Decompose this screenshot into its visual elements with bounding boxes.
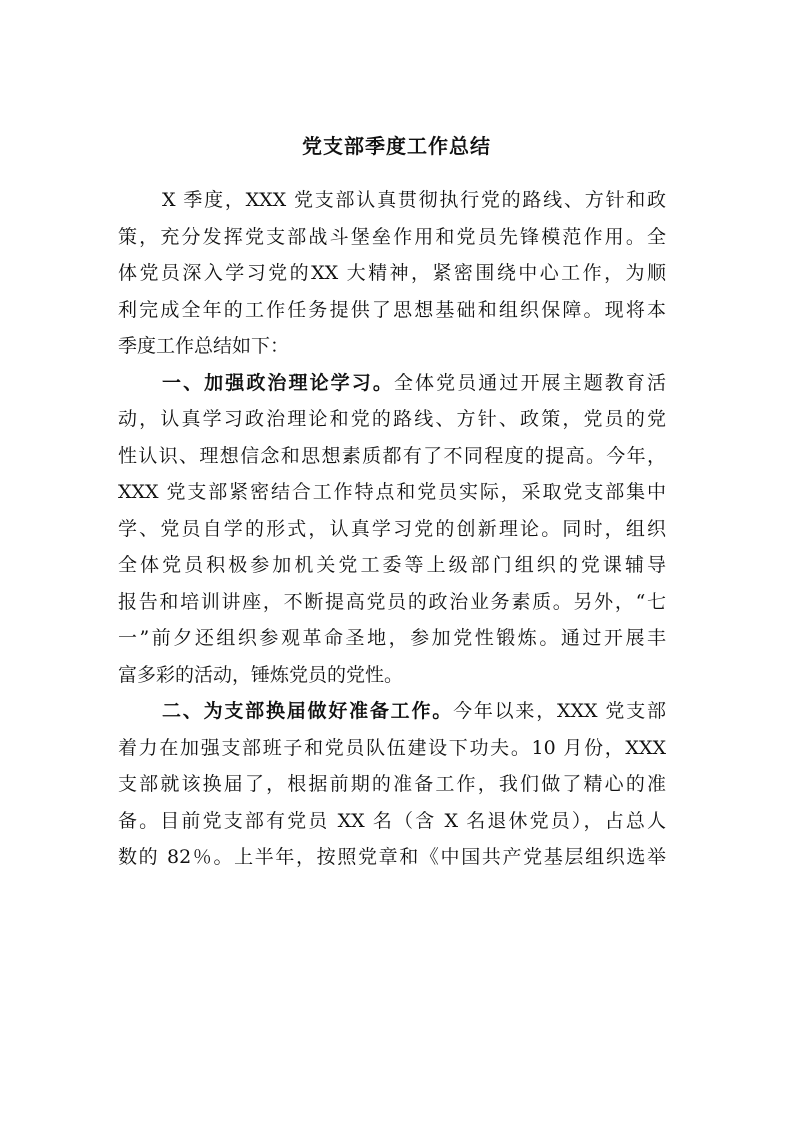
section-first-line xyxy=(118,693,666,730)
paragraph-line: XXX 党支部紧密结合工作特点和党员实际，采取党支部集中 xyxy=(118,481,666,503)
paragraph-line: 数的 82％。上半年，按照党章和《中国共产党基层组织选举 xyxy=(118,846,666,868)
paragraph-line: 支部就该换届了，根据前期的准备工作，我们做了精心的准 xyxy=(118,773,666,795)
paragraph-line: 策，充分发挥党支部战斗堡垒作用和党员先锋模范作用。全 xyxy=(118,225,666,248)
paragraph-line: 全体党员积极参加机关党工委等上级部门组织的党课辅导 xyxy=(118,554,666,576)
document-title: 党支部季度工作总结 xyxy=(302,134,491,158)
paragraph-line: 动，认真学习政治理论和党的路线、方针、政策，党员的党 xyxy=(118,408,666,430)
section-first-text: 全体党员通过开展主题教育活 xyxy=(393,371,666,394)
paragraph-line: X 季度，XXX 党支部认真贯彻执行党的路线、方针和政 xyxy=(162,189,666,211)
paragraph-line: 学、党员自学的形式，认真学习党的创新理论。同时，组织 xyxy=(118,517,666,540)
section-heading: 一、加强政治理论学习。 xyxy=(162,371,394,394)
section-first-line xyxy=(118,365,666,402)
paragraph-line: 季度工作总结如下： xyxy=(118,335,290,357)
section-first-text: 今年以来，XXX 党支部 xyxy=(453,700,666,722)
document-body xyxy=(118,182,666,876)
paragraph-line: 一”前夕还组织参观革命圣地，参加党性锻炼。通过开展丰 xyxy=(118,627,666,649)
paragraph-intro xyxy=(118,182,666,365)
section-heading: 二、为支部换届做好准备工作。 xyxy=(162,700,454,722)
paragraph-line: 体党员深入学习党的XX 大精神，紧密围绕中心工作，为顺 xyxy=(118,262,666,284)
paragraph-section-2 xyxy=(118,693,666,876)
paragraph-line: 报告和培训讲座，不断提高党员的政治业务素质。另外，“七 xyxy=(118,590,666,613)
paragraph-line: 着力在加强支部班子和党员队伍建设下功夫。10 月份，XXX xyxy=(118,736,666,759)
paragraph-line: 利完成全年的工作任务提供了思想基础和组织保障。现将本 xyxy=(118,298,666,321)
paragraph-line: 备。目前党支部有党员 XX 名（含 X 名退休党员），占总人 xyxy=(118,809,666,832)
paragraph-line: 性认识、理想信念和思想素质都有了不同程度的提高。今年， xyxy=(118,444,666,467)
paragraph-section-1 xyxy=(118,365,666,694)
paragraph-line: 富多彩的活动，锤炼党员的党性。 xyxy=(118,663,404,686)
